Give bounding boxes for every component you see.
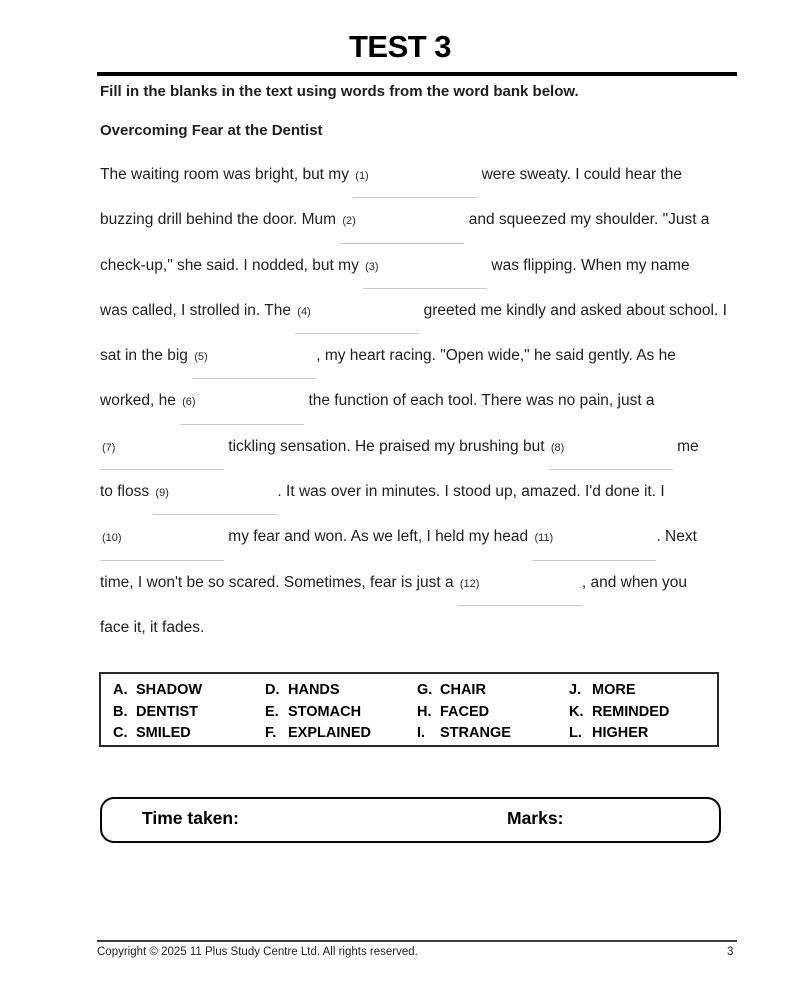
passage-text: . Next xyxy=(656,528,697,546)
passage xyxy=(100,152,740,650)
word-bank-letter: I. xyxy=(417,725,426,742)
word-bank xyxy=(99,672,719,747)
blank-number: (7) xyxy=(102,441,116,454)
word-bank-item xyxy=(417,701,569,723)
passage-text: my fear and won. As we left, I held my head xyxy=(224,528,533,546)
blank-number: (3) xyxy=(365,260,379,273)
passage-text: the function of each tool. There was no pain, just a xyxy=(304,392,655,410)
passage-text: check-up," she said. I nodded, but my xyxy=(100,256,364,274)
word-bank-letter: J. xyxy=(569,681,582,698)
blank-field xyxy=(100,424,224,470)
word-bank-item xyxy=(113,723,265,745)
word-bank-letter: K. xyxy=(569,703,584,720)
blank-field xyxy=(100,514,224,560)
word-bank-word: STRANGE xyxy=(440,725,511,742)
page-title: TEST 3 xyxy=(348,29,452,64)
word-bank-letter: G. xyxy=(417,681,433,698)
word-bank-item xyxy=(113,701,265,723)
passage-text: and squeezed my shoulder. "Just a xyxy=(464,211,710,229)
blank-number: (1) xyxy=(355,170,369,182)
passage-line xyxy=(100,197,740,242)
blank-field xyxy=(549,424,673,470)
blank-field xyxy=(295,288,419,334)
passage-text: buzzing drill behind the door. Mum xyxy=(100,211,341,229)
word-bank-word: DENTIST xyxy=(136,703,199,720)
word-bank-item xyxy=(113,679,265,701)
word-bank-letter: F. xyxy=(265,725,277,742)
word-bank-item xyxy=(265,701,417,723)
passage-text: were sweaty. I could hear the xyxy=(477,166,683,183)
blank-number: (5) xyxy=(194,351,208,364)
blank-field xyxy=(340,197,464,243)
passage-text: . It was over in minutes. I stood up, amazed. I'd done it. I xyxy=(277,483,665,501)
word-bank-word: HANDS xyxy=(288,681,340,698)
passage-line xyxy=(100,378,740,423)
title-divider xyxy=(97,72,737,76)
passage-text: , my heart racing. "Open wide," he said gently. As he xyxy=(316,347,676,365)
passage-line xyxy=(100,424,740,469)
blank-number: (4) xyxy=(297,305,311,318)
copyright-text: Copyright © 2025 11 Plus Study Centre Ltd. All rights reserved. xyxy=(97,946,418,958)
passage-text: , and when you xyxy=(581,573,688,591)
passage-line xyxy=(100,605,740,650)
word-bank-item xyxy=(569,723,721,745)
word-bank-word: EXPLAINED xyxy=(288,725,371,742)
passage-text: greeted me kindly and asked about school. I xyxy=(419,301,727,319)
passage-text: was flipping. When my name xyxy=(487,256,690,274)
instructions-text: Fill in the blanks in the text using words from the word bank below. xyxy=(100,83,579,100)
time-taken-label: Time taken: xyxy=(142,808,239,828)
passage-line xyxy=(100,288,740,333)
passage-line xyxy=(100,333,740,378)
passage-text: to floss xyxy=(100,483,154,501)
word-bank-word: FACED xyxy=(440,703,490,720)
blank-field xyxy=(353,152,477,198)
word-bank-letter: L. xyxy=(569,725,582,742)
passage-line xyxy=(100,514,740,559)
score-box xyxy=(100,797,721,843)
passage-text: sat in the big xyxy=(100,347,193,365)
word-bank-item xyxy=(569,701,721,723)
passage-text: was called, I strolled in. The xyxy=(100,301,296,319)
word-bank-item xyxy=(265,723,417,745)
passage-text: tickling sensation. He praised my brushing but xyxy=(224,437,549,455)
passage-line xyxy=(100,560,740,605)
word-bank-letter: B. xyxy=(113,703,128,720)
blank-number: (9) xyxy=(155,487,169,500)
blank-number: (8) xyxy=(550,441,565,454)
word-bank-word: SMILED xyxy=(136,725,191,742)
page-number: 3 xyxy=(727,946,734,958)
word-bank-item xyxy=(265,679,417,701)
word-bank-word: STOMACH xyxy=(288,703,362,720)
word-bank-word: CHAIR xyxy=(440,681,486,698)
word-bank-word: HIGHER xyxy=(592,725,649,742)
blank-number: (6) xyxy=(182,396,196,409)
word-bank-letter: D. xyxy=(265,681,280,698)
footer-divider xyxy=(97,940,737,942)
word-bank-letter: C. xyxy=(113,725,128,742)
word-bank-item xyxy=(417,723,569,745)
word-bank-item xyxy=(417,679,569,701)
passage-heading: Overcoming Fear at the Dentist xyxy=(100,122,323,139)
marks-label: Marks: xyxy=(507,808,564,828)
blank-number: (12) xyxy=(459,577,480,590)
word-bank-letter: A. xyxy=(113,681,128,698)
word-bank-letter: E. xyxy=(265,703,279,720)
word-bank-word: SHADOW xyxy=(136,681,203,698)
blank-number: (10) xyxy=(102,532,122,545)
word-bank-word: REMINDED xyxy=(592,703,670,720)
blank-field xyxy=(363,243,487,289)
passage-line xyxy=(100,152,740,197)
word-bank-item xyxy=(569,679,721,701)
blank-field xyxy=(192,333,316,379)
passage-line xyxy=(100,469,740,514)
word-bank-letter: H. xyxy=(417,703,432,720)
blank-field xyxy=(532,514,656,560)
passage-text: me xyxy=(672,437,699,455)
word-bank-word: MORE xyxy=(592,681,636,698)
blank-number: (11) xyxy=(534,532,554,545)
blank-field xyxy=(180,378,304,424)
passage-text: time, I won't be so scared. Sometimes, fear is just a xyxy=(100,573,458,591)
passage-text: worked, he xyxy=(100,392,181,410)
passage-text: face it, it fades. xyxy=(100,618,205,636)
blank-number: (2) xyxy=(342,215,356,228)
passage-text: The waiting room was bright, but my xyxy=(100,166,354,183)
blank-field xyxy=(458,560,582,606)
blank-field xyxy=(153,469,277,515)
passage-line xyxy=(100,243,740,288)
